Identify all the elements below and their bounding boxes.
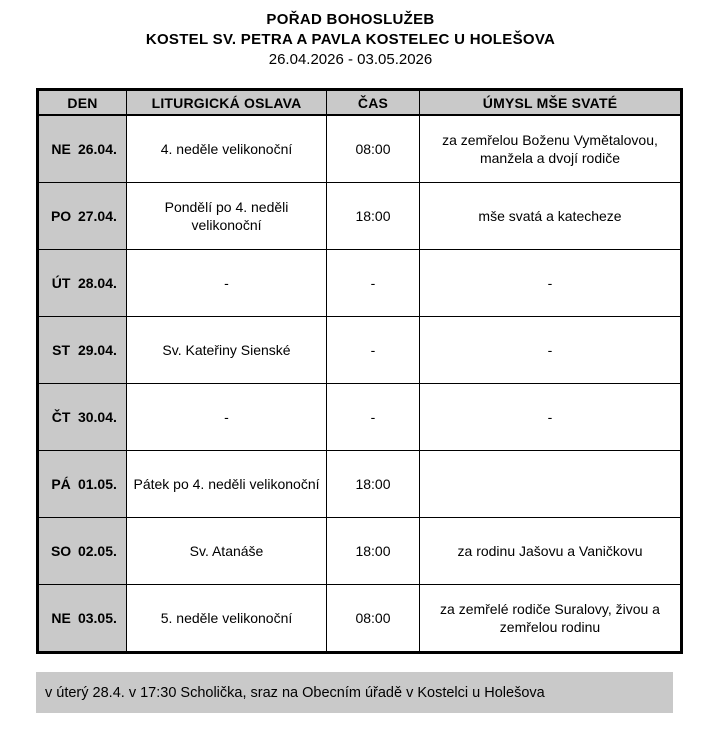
celebration-cell: - — [127, 384, 327, 451]
column-header-time: ČAS — [327, 90, 420, 116]
time-cell: - — [327, 250, 420, 317]
day-cell — [38, 518, 127, 585]
document-title: POŘAD BOHOSLUŽEB — [266, 11, 435, 28]
day-cell — [38, 250, 127, 317]
day-abbreviation: ÚT — [51, 275, 71, 291]
intention-cell: - — [420, 384, 682, 451]
announcement-note-box — [36, 672, 673, 713]
intention-cell: za zemřelé rodiče Suralovy, živou a zemřelou rodinu — [420, 585, 682, 653]
column-header-day: DEN — [38, 90, 127, 116]
time-cell: 08:00 — [327, 115, 420, 183]
time-cell: - — [327, 384, 420, 451]
column-header-intention: ÚMYSL MŠE SVATÉ — [420, 90, 682, 116]
celebration-cell: Pátek po 4. neděli velikonoční — [127, 451, 327, 518]
time-cell: 18:00 — [327, 518, 420, 585]
day-cell — [38, 183, 127, 250]
day-cell — [38, 585, 127, 653]
column-header-celebration: LITURGICKÁ OSLAVA — [127, 90, 327, 116]
date-range: 26.04.2026 - 03.05.2026 — [268, 51, 433, 68]
service-schedule-table — [36, 88, 683, 654]
time-cell: 18:00 — [327, 451, 420, 518]
time-cell: 08:00 — [327, 585, 420, 653]
day-cell — [38, 317, 127, 384]
day-cell — [38, 384, 127, 451]
day-date: 30.04. — [77, 409, 117, 425]
time-cell: 18:00 — [327, 183, 420, 250]
celebration-cell: 4. neděle velikonoční — [127, 115, 327, 183]
table-row — [38, 183, 682, 250]
table-row — [38, 250, 682, 317]
day-cell — [38, 451, 127, 518]
table-row — [38, 518, 682, 585]
schedule-body — [38, 115, 682, 653]
day-cell — [38, 115, 127, 183]
day-date: 28.04. — [77, 275, 117, 291]
intention-cell: - — [420, 317, 682, 384]
celebration-cell: Sv. Kateřiny Sienské — [127, 317, 327, 384]
intention-cell: - — [420, 250, 682, 317]
table-row — [38, 115, 682, 183]
table-row — [38, 451, 682, 518]
celebration-cell: - — [127, 250, 327, 317]
day-abbreviation: PO — [50, 208, 72, 224]
intention-cell: mše svatá a katecheze — [420, 183, 682, 250]
day-abbreviation: PÁ — [51, 476, 71, 492]
intention-cell: za rodinu Jašovu a Vaničkovu — [420, 518, 682, 585]
time-cell: - — [327, 317, 420, 384]
day-abbreviation: ST — [52, 342, 71, 358]
intention-cell: za zemřelou Boženu Vymětalovou, manžela a dvojí rodiče — [420, 115, 682, 183]
day-date: 29.04. — [77, 342, 117, 358]
church-name: KOSTEL SV. PETRA A PAVLA KOSTELEC U HOLEŠOVA — [145, 31, 556, 48]
day-date: 01.05. — [77, 476, 117, 492]
day-date: 02.05. — [77, 543, 117, 559]
table-header-row — [38, 90, 682, 116]
table-row — [38, 585, 682, 653]
day-abbreviation: NE — [51, 141, 71, 157]
day-abbreviation: ČT — [51, 409, 71, 425]
celebration-cell: 5. neděle velikonoční — [127, 585, 327, 653]
announcement-note: v úterý 28.4. v 17:30 Scholička, sraz na Obecním úřadě v Kostelci u Holešova — [45, 684, 545, 701]
document-header — [0, 0, 701, 70]
day-date: 03.05. — [77, 610, 117, 626]
intention-cell — [420, 451, 682, 518]
celebration-cell: Pondělí po 4. neděli velikonoční — [127, 183, 327, 250]
celebration-cell: Sv. Atanáše — [127, 518, 327, 585]
day-abbreviation: SO — [50, 543, 72, 559]
table-row — [38, 317, 682, 384]
table-row — [38, 384, 682, 451]
day-abbreviation: NE — [51, 610, 71, 626]
day-date: 26.04. — [77, 141, 117, 157]
day-date: 27.04. — [77, 208, 117, 224]
